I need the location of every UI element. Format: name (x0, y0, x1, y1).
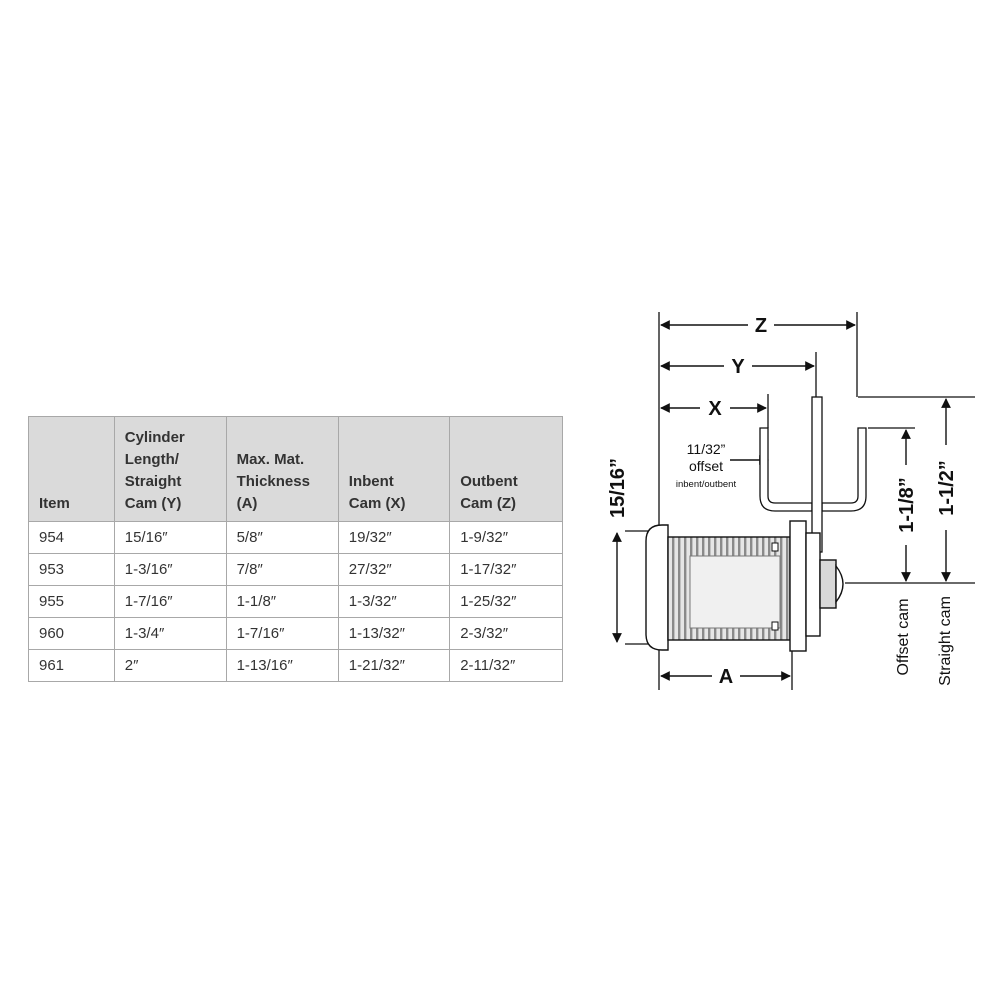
header-inbent-cam: Inbent Cam (X) (338, 417, 449, 522)
lock-bezel (646, 525, 668, 650)
header-cylinder-length: Cylinder Length/ Straight Cam (Y) (114, 417, 226, 522)
z-label: Z (754, 315, 768, 337)
offset-word-label: offset (689, 458, 723, 474)
cell-outbent: 1-9/32″ (450, 522, 563, 554)
table-row (29, 618, 563, 650)
offset-cam-dimension-label: 1-1/8” (896, 477, 918, 533)
cell-thickness: 1-1/8″ (226, 586, 338, 618)
outbent-cam-arm (822, 428, 866, 511)
spec-table (28, 416, 563, 682)
header-item: Item (29, 417, 115, 522)
height-label: 15/16” (607, 457, 629, 519)
table-row (29, 522, 563, 554)
cam-arms (760, 397, 866, 552)
cell-item: 953 (29, 554, 115, 586)
cell-cylinder-length: 15/16″ (114, 522, 226, 554)
a-label: A (718, 666, 734, 688)
y-label: Y (731, 356, 745, 378)
cell-inbent: 1-21/32″ (338, 650, 449, 682)
offset-note-label: inbent/outbent (675, 479, 737, 490)
cell-item: 955 (29, 586, 115, 618)
cam-lock-diagram (590, 300, 1000, 700)
cell-thickness: 1-7/16″ (226, 618, 338, 650)
cell-cylinder-length: 1-7/16″ (114, 586, 226, 618)
x-label: X (708, 398, 722, 420)
mounting-nut (790, 521, 806, 651)
offset-cam-caption: Offset cam (895, 598, 912, 676)
table-header-row (29, 417, 563, 522)
cell-thickness: 7/8″ (226, 554, 338, 586)
cell-item: 961 (29, 650, 115, 682)
inbent-cam-arm (760, 428, 812, 511)
table-row (29, 650, 563, 682)
cam-screw (820, 560, 836, 608)
cell-inbent: 1-13/32″ (338, 618, 449, 650)
table-row (29, 586, 563, 618)
cell-inbent: 1-3/32″ (338, 586, 449, 618)
cell-cylinder-length: 1-3/16″ (114, 554, 226, 586)
offset-value-label: 11/32” (686, 441, 726, 457)
cell-cylinder-length: 2″ (114, 650, 226, 682)
straight-cam-arm (812, 397, 822, 552)
cell-thickness: 1-13/16″ (226, 650, 338, 682)
cell-outbent: 1-25/32″ (450, 586, 563, 618)
cell-inbent: 19/32″ (338, 522, 449, 554)
header-outbent-cam: Outbent Cam (Z) (450, 417, 563, 522)
straight-cam-caption: Straight cam (937, 596, 954, 686)
cell-item: 954 (29, 522, 115, 554)
cell-item: 960 (29, 618, 115, 650)
header-max-thickness: Max. Mat. Thickness (A) (226, 417, 338, 522)
cell-outbent: 2-3/32″ (450, 618, 563, 650)
straight-cam-dimension-label: 1-1/2” (936, 460, 958, 516)
cell-outbent: 2-11/32″ (450, 650, 563, 682)
cell-thickness: 5/8″ (226, 522, 338, 554)
cell-outbent: 1-17/32″ (450, 554, 563, 586)
cell-cylinder-length: 1-3/4″ (114, 618, 226, 650)
lock-body (646, 521, 843, 651)
table-row (29, 554, 563, 586)
cell-inbent: 27/32″ (338, 554, 449, 586)
